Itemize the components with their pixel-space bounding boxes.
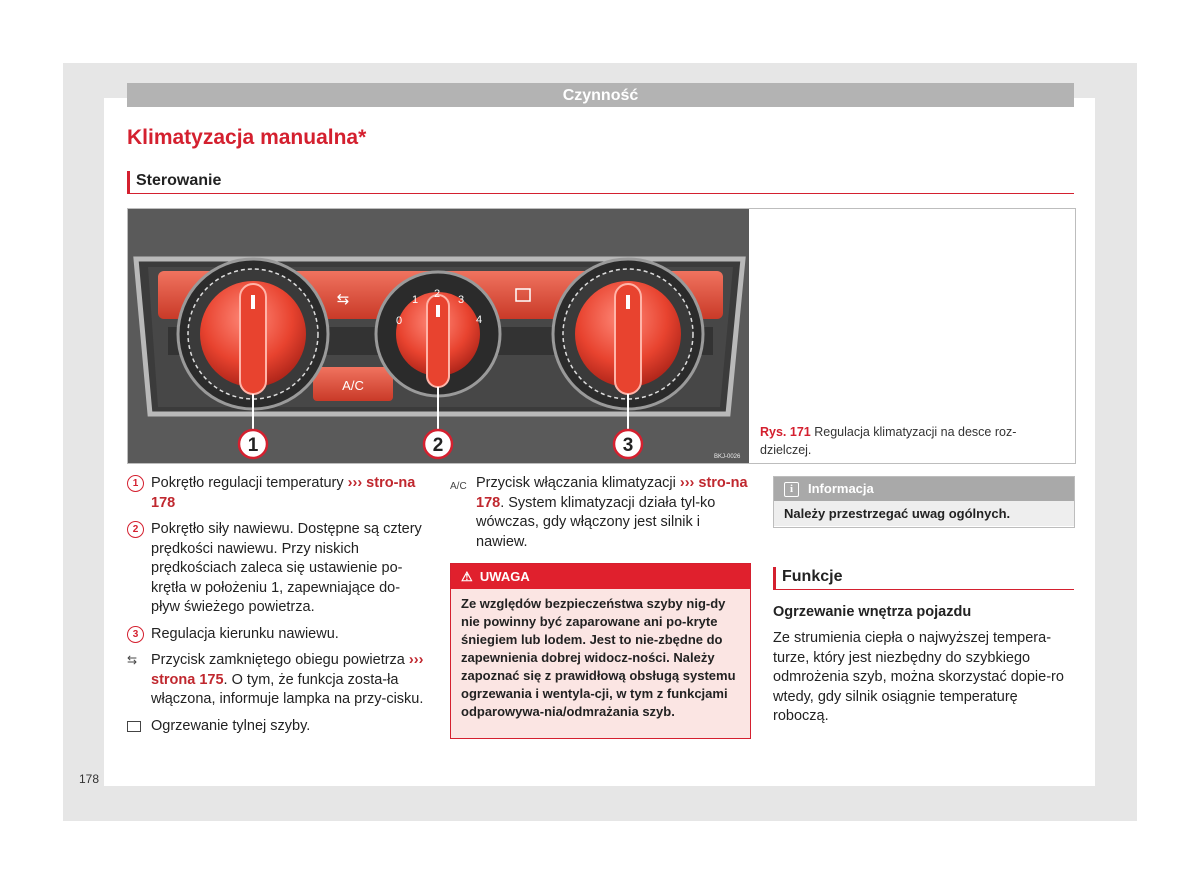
item-1-reference-link[interactable]: ››› stro-na 178 bbox=[151, 475, 416, 511]
item-3-text: Regulacja kierunku nawiewu. bbox=[151, 625, 339, 642]
item-2-text: Pokrętło siły nawiewu. Dostępne są cztery prędkości nawiewu. Przy niskich prędkościach zaleca się ustawienie po-krętła w położeniu 1, zapewniające do-pływ świeżego powietrza. bbox=[151, 521, 422, 615]
functions-heading-text: Funkcje bbox=[782, 568, 843, 585]
warning-triangle-icon: ⚠ bbox=[461, 569, 473, 584]
item-number-3: 3 bbox=[127, 626, 144, 643]
warning-title: UWAGA bbox=[479, 569, 530, 584]
item-6-text-continued: . System klimatyzacji działa tyl-ko wówczas, gdy włączony jest silnik i nawiew. bbox=[476, 494, 716, 550]
climate-panel-photo bbox=[128, 209, 749, 463]
legend-list-left bbox=[127, 474, 424, 743]
recirculation-icon: ⇆ bbox=[336, 290, 350, 308]
item-6-reference-link[interactable]: ››› stro-na 178 bbox=[476, 475, 748, 511]
figure-caption bbox=[760, 423, 1065, 459]
fan-mark-4: 4 bbox=[476, 314, 483, 326]
warning-header bbox=[451, 564, 750, 589]
fan-mark-0: 0 bbox=[396, 315, 403, 327]
item-number-1: 1 bbox=[127, 475, 144, 492]
list-item bbox=[127, 651, 424, 710]
info-icon: i bbox=[784, 482, 799, 497]
fan-mark-2: 2 bbox=[434, 288, 441, 300]
rear-defrost-icon bbox=[127, 721, 141, 732]
page-title: Klimatyzacja manualna* bbox=[127, 126, 367, 149]
functions-paragraph: Ze strumienia ciepła o najwyższej tempera-turze, który jest niezbędny do szybkiego odmrożenia szyb, można skorzystać dopie-ro wtedy, gdy silnik osiągnie temperaturę roboczą. bbox=[773, 630, 1064, 724]
ac-button-label: A/C bbox=[342, 378, 364, 393]
climate-panel-illustration bbox=[128, 209, 749, 463]
figure-171 bbox=[127, 208, 1076, 464]
warning-body: Ze względów bezpieczeństwa szyby nig-dy nie powinny być zaparowane ani po-kryte śniegiem lub lodem. Jest to nie-zbędne do zapewnienia dobrej widocz-ności. Należy zapoznać się z prawidłową obsługą systemu ogrzewania i wentyla-cji, w tym z funkcjami odparowywa-nia/odmrażania szyb. bbox=[461, 596, 736, 719]
callout-1-label: 1 bbox=[247, 435, 259, 456]
fan-mark-3: 3 bbox=[458, 294, 465, 306]
callout-2-label: 2 bbox=[432, 435, 444, 456]
item-4-text-continued: . O tym, że funkcja zosta-ła włączona, informuje lampka na przy-cisku. bbox=[151, 671, 424, 707]
item-4-reference-link[interactable]: ››› strona 175 bbox=[151, 652, 424, 688]
list-item bbox=[127, 474, 424, 513]
section-bar: Czynność bbox=[127, 83, 1074, 107]
info-box bbox=[773, 476, 1075, 528]
warning-box bbox=[450, 563, 751, 739]
info-body: Należy przestrzegać uwag ogólnych. bbox=[774, 501, 1074, 526]
subheading-sterowanie bbox=[127, 171, 1074, 194]
list-item bbox=[127, 520, 424, 618]
subheading-accent-bar bbox=[127, 171, 130, 193]
callout-3-label: 3 bbox=[622, 435, 634, 456]
page-number: 178 bbox=[79, 772, 100, 786]
legend-list-right bbox=[450, 474, 750, 559]
item-number-2: 2 bbox=[127, 521, 144, 538]
list-item bbox=[450, 474, 750, 552]
item-4-text: Przycisk zamkniętego obiegu powietrza bbox=[151, 652, 405, 668]
info-header bbox=[774, 477, 1074, 501]
functions-subheading: Ogrzewanie wnętrza pojazdu bbox=[773, 604, 972, 620]
item-1-text: Pokrętło regulacji temperatury bbox=[151, 475, 344, 491]
item-6-text: Przycisk włączania klimatyzacji bbox=[476, 475, 676, 491]
recirculation-icon: ⇆ bbox=[127, 653, 138, 667]
list-item bbox=[127, 625, 424, 645]
functions-heading bbox=[773, 567, 1074, 590]
caption-label: Rys. 171 bbox=[760, 425, 811, 439]
subheading-text: Sterowanie bbox=[136, 172, 222, 189]
list-item bbox=[127, 717, 424, 737]
ac-symbol: A/C bbox=[450, 481, 467, 492]
caption-text: Regulacja klimatyzacji na desce roz-dzielczej. bbox=[760, 425, 1017, 457]
fan-mark-1: 1 bbox=[412, 294, 419, 306]
item-5-text: Ogrzewanie tylnej szyby. bbox=[151, 717, 311, 734]
functions-accent-bar bbox=[773, 567, 776, 589]
figure-code: BKJ-0026 bbox=[714, 454, 741, 460]
info-title: Informacja bbox=[808, 481, 874, 496]
